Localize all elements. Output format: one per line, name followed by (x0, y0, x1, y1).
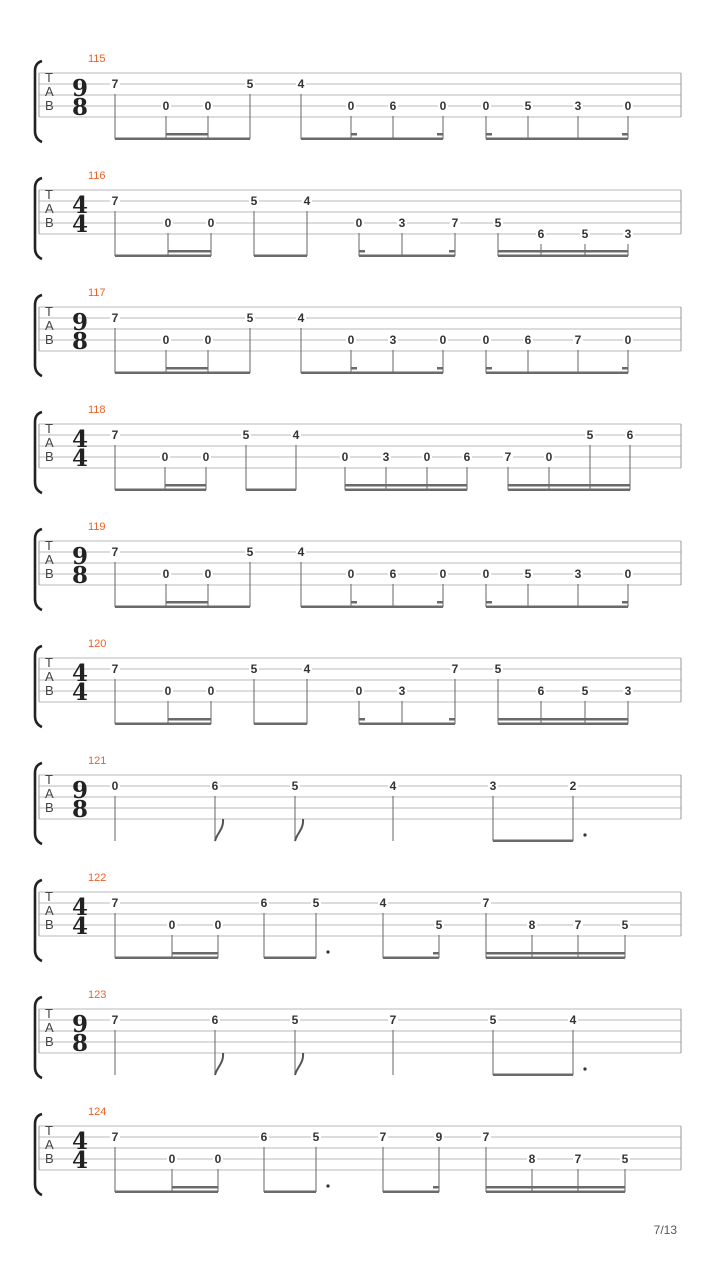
beam (166, 367, 208, 370)
tab-system (35, 1106, 681, 1195)
beam (359, 255, 455, 258)
tab-clef-letter: B (45, 1034, 54, 1049)
beam-stub (359, 718, 365, 721)
fret-number: 7 (111, 662, 119, 676)
fret-number: 3 (574, 567, 582, 581)
fret-number: 7 (574, 918, 582, 932)
beam-stub (486, 601, 492, 604)
beam-stub (622, 367, 628, 370)
fret-number: 0 (355, 684, 363, 698)
fret-number: 0 (204, 99, 212, 113)
tab-clef-letter: B (45, 215, 54, 230)
beam (493, 1074, 573, 1077)
tab-clef-letter: A (45, 903, 54, 918)
fret-number: 5 (250, 662, 258, 676)
fret-number: 3 (489, 779, 497, 793)
fret-number: 0 (355, 216, 363, 230)
fret-number: 5 (494, 216, 502, 230)
tab-clef-letter: B (45, 98, 54, 113)
fret-number: 6 (260, 1130, 268, 1144)
fret-number: 7 (111, 896, 119, 910)
beam (345, 484, 467, 487)
fret-number: 3 (389, 333, 397, 347)
tab-clef-letter: A (45, 318, 54, 333)
measure-number: 118 (88, 404, 106, 416)
fret-number: 5 (246, 77, 254, 91)
fret-number: 0 (111, 779, 119, 793)
time-signature-top: 4 (71, 1128, 89, 1155)
tab-clef-letter: T (45, 70, 53, 85)
fret-number: 7 (451, 662, 459, 676)
fret-number: 4 (297, 311, 305, 325)
fret-number: 0 (439, 99, 447, 113)
fret-number: 6 (389, 567, 397, 581)
time-signature-top: 4 (71, 426, 89, 453)
fret-number: 0 (624, 567, 632, 581)
tab-clef-letter: B (45, 1151, 54, 1166)
time-signature-top: 9 (71, 309, 89, 336)
fret-number: 7 (574, 333, 582, 347)
beam (383, 1191, 439, 1194)
beam (166, 601, 208, 604)
fret-number: 0 (161, 450, 169, 464)
beam (115, 957, 218, 960)
fret-number: 0 (162, 567, 170, 581)
beam (486, 952, 625, 955)
fret-number: 7 (574, 1152, 582, 1166)
fret-number: 6 (524, 333, 532, 347)
beam (486, 1191, 625, 1194)
fret-number: 4 (569, 1013, 577, 1027)
tab-clef-letter: A (45, 435, 54, 450)
fret-number: 6 (389, 99, 397, 113)
time-signature-bottom: 4 (71, 445, 89, 472)
tab-system (35, 287, 681, 376)
fret-number: 0 (423, 450, 431, 464)
tab-clef-letter: B (45, 566, 54, 581)
beam-stub (449, 250, 455, 253)
fret-number: 7 (111, 1013, 119, 1027)
fret-number: 7 (111, 1130, 119, 1144)
fret-number: 6 (211, 1013, 219, 1027)
tab-clef-letter: A (45, 669, 54, 684)
fret-number: 0 (214, 918, 222, 932)
fret-number: 7 (111, 428, 119, 442)
beam (264, 957, 316, 960)
fret-number: 0 (482, 567, 490, 581)
fret-number: 7 (379, 1130, 387, 1144)
tab-clef-letter: A (45, 1137, 54, 1152)
tab-system (35, 404, 681, 493)
beam (168, 718, 211, 721)
fret-number: 5 (581, 684, 589, 698)
fret-number: 6 (537, 684, 545, 698)
beam-stub (486, 133, 492, 136)
tab-clef-letter: B (45, 683, 54, 698)
fret-number: 0 (347, 99, 355, 113)
time-signature-top: 4 (71, 894, 89, 921)
beam (166, 133, 208, 136)
fret-number: 0 (168, 918, 176, 932)
time-signature-top: 4 (71, 660, 89, 687)
tab-clef-letter: T (45, 304, 53, 319)
fret-number: 3 (624, 227, 632, 241)
fret-number: 7 (389, 1013, 397, 1027)
fret-number: 0 (545, 450, 553, 464)
beam (486, 372, 628, 375)
fret-number: 0 (214, 1152, 222, 1166)
measure-number: 124 (88, 1106, 107, 1118)
time-signature-bottom: 8 (71, 796, 89, 823)
time-signature-top: 9 (71, 1011, 89, 1038)
fret-number: 5 (524, 99, 532, 113)
beam (168, 250, 211, 253)
measure-number: 122 (88, 872, 107, 884)
fret-number: 0 (207, 216, 215, 230)
fret-number: 7 (482, 1130, 490, 1144)
tab-system (35, 53, 681, 142)
fret-number: 3 (574, 99, 582, 113)
measure-number: 120 (88, 638, 107, 650)
beam-stub (351, 367, 357, 370)
beam-stub (437, 133, 443, 136)
fret-number: 5 (494, 662, 502, 676)
time-signature-bottom: 4 (71, 913, 89, 940)
tab-clef-letter: T (45, 1123, 53, 1138)
beam-stub (433, 952, 439, 955)
measure-number: 123 (88, 989, 107, 1001)
time-signature-bottom: 4 (71, 1147, 89, 1174)
beam-stub (449, 718, 455, 721)
fret-number: 4 (303, 662, 311, 676)
fret-number: 7 (111, 545, 119, 559)
fret-number: 5 (621, 918, 629, 932)
beam-stub (437, 601, 443, 604)
fret-number: 9 (435, 1130, 443, 1144)
fret-number: 0 (204, 567, 212, 581)
beam (115, 372, 250, 375)
fret-number: 3 (398, 684, 406, 698)
fret-number: 6 (626, 428, 634, 442)
time-signature-top: 9 (71, 75, 89, 102)
fret-number: 6 (211, 779, 219, 793)
measure-number: 116 (88, 170, 106, 182)
beam (301, 606, 443, 609)
fret-number: 0 (482, 333, 490, 347)
beam (508, 484, 630, 487)
beam-stub (359, 250, 365, 253)
measure-number: 117 (88, 287, 106, 299)
fret-number: 7 (111, 194, 119, 208)
beam (301, 372, 443, 375)
fret-number: 0 (162, 333, 170, 347)
fret-number: 7 (482, 896, 490, 910)
note-flag (295, 1053, 303, 1075)
beam-stub (433, 1186, 439, 1189)
fret-number: 4 (303, 194, 311, 208)
fret-number: 0 (347, 567, 355, 581)
beam (246, 489, 296, 492)
tab-clef-letter: T (45, 1006, 53, 1021)
fret-number: 0 (168, 1152, 176, 1166)
beam (115, 255, 211, 258)
beam (115, 138, 250, 141)
rhythm-dot (326, 1184, 329, 1187)
beam (115, 489, 206, 492)
fret-number: 3 (624, 684, 632, 698)
fret-number: 5 (581, 227, 589, 241)
fret-number: 6 (260, 896, 268, 910)
beam-stub (437, 367, 443, 370)
tab-system (35, 170, 681, 259)
tab-clef-letter: T (45, 772, 53, 787)
fret-number: 5 (291, 1013, 299, 1027)
page-number: 7/13 (653, 1223, 677, 1237)
beam-stub (622, 601, 628, 604)
fret-number: 5 (586, 428, 594, 442)
tab-clef-letter: T (45, 187, 53, 202)
fret-number: 0 (162, 99, 170, 113)
fret-number: 0 (624, 333, 632, 347)
fret-number: 5 (246, 545, 254, 559)
fret-number: 6 (463, 450, 471, 464)
tab-clef-letter: T (45, 889, 53, 904)
time-signature-top: 9 (71, 777, 89, 804)
measure-number: 121 (88, 755, 107, 767)
time-signature-top: 4 (71, 192, 89, 219)
fret-number: 8 (528, 918, 536, 932)
time-signature-bottom: 8 (71, 562, 89, 589)
time-signature-bottom: 8 (71, 94, 89, 121)
beam (254, 255, 307, 258)
beam (498, 718, 628, 721)
tab-clef-letter: B (45, 917, 54, 932)
beam (498, 723, 628, 726)
beam (165, 484, 206, 487)
tab-clef-letter: A (45, 1020, 54, 1035)
time-signature-bottom: 4 (71, 679, 89, 706)
fret-number: 7 (451, 216, 459, 230)
fret-number: 4 (379, 896, 387, 910)
beam (486, 138, 628, 141)
tab-system (35, 872, 681, 961)
tab-clef-letter: A (45, 201, 54, 216)
fret-number: 0 (439, 567, 447, 581)
fret-number: 6 (537, 227, 545, 241)
fret-number: 0 (341, 450, 349, 464)
beam (345, 489, 467, 492)
note-flag (295, 819, 303, 841)
fret-number: 2 (569, 779, 577, 793)
fret-number: 5 (524, 567, 532, 581)
beam (115, 606, 250, 609)
measure-number: 115 (88, 53, 106, 65)
fret-number: 0 (202, 450, 210, 464)
beam (498, 255, 628, 258)
beam (301, 138, 443, 141)
tab-clef-letter: A (45, 552, 54, 567)
beam (383, 957, 439, 960)
fret-number: 3 (382, 450, 390, 464)
tab-clef-letter: T (45, 655, 53, 670)
fret-number: 7 (111, 77, 119, 91)
fret-number: 5 (312, 1130, 320, 1144)
tab-system (35, 989, 681, 1078)
fret-number: 5 (242, 428, 250, 442)
fret-number: 7 (504, 450, 512, 464)
beam-stub (351, 133, 357, 136)
beam (115, 723, 211, 726)
time-signature-bottom: 8 (71, 328, 89, 355)
tab-clef-letter: A (45, 84, 54, 99)
beam-stub (486, 367, 492, 370)
beam-stub (622, 133, 628, 136)
fret-number: 0 (164, 684, 172, 698)
rhythm-dot (583, 833, 586, 836)
fret-number: 0 (207, 684, 215, 698)
beam (486, 957, 625, 960)
time-signature-top: 9 (71, 543, 89, 570)
beam (486, 1186, 625, 1189)
fret-number: 8 (528, 1152, 536, 1166)
fret-number: 0 (164, 216, 172, 230)
tab-system (35, 521, 681, 610)
beam (172, 952, 218, 955)
beam (115, 1191, 218, 1194)
rhythm-dot (326, 950, 329, 953)
time-signature-bottom: 8 (71, 1030, 89, 1057)
note-flag (215, 819, 223, 841)
tab-clef-letter: B (45, 449, 54, 464)
fret-number: 0 (439, 333, 447, 347)
beam-stub (351, 601, 357, 604)
fret-number: 0 (204, 333, 212, 347)
beam (498, 250, 628, 253)
fret-number: 7 (111, 311, 119, 325)
fret-number: 5 (246, 311, 254, 325)
fret-number: 5 (489, 1013, 497, 1027)
beam (493, 840, 573, 843)
fret-number: 4 (297, 545, 305, 559)
fret-number: 5 (291, 779, 299, 793)
fret-number: 5 (312, 896, 320, 910)
beam (172, 1186, 218, 1189)
measure-number: 119 (88, 521, 106, 533)
note-flag (215, 1053, 223, 1075)
fret-number: 4 (297, 77, 305, 91)
tab-system (35, 638, 681, 727)
tab-clef-letter: B (45, 332, 54, 347)
fret-number: 0 (482, 99, 490, 113)
fret-number: 5 (621, 1152, 629, 1166)
tab-system (35, 755, 681, 844)
fret-number: 5 (435, 918, 443, 932)
tab-clef-letter: T (45, 538, 53, 553)
fret-number: 0 (624, 99, 632, 113)
tab-clef-letter: A (45, 786, 54, 801)
fret-number: 3 (398, 216, 406, 230)
fret-number: 4 (292, 428, 300, 442)
beam (486, 606, 628, 609)
fret-number: 4 (389, 779, 397, 793)
time-signature-bottom: 4 (71, 211, 89, 238)
tab-clef-letter: B (45, 800, 54, 815)
beam (508, 489, 630, 492)
beam (254, 723, 307, 726)
fret-number: 5 (250, 194, 258, 208)
fret-number: 0 (347, 333, 355, 347)
beam (264, 1191, 316, 1194)
beam (359, 723, 455, 726)
tab-clef-letter: T (45, 421, 53, 436)
rhythm-dot (583, 1067, 586, 1070)
